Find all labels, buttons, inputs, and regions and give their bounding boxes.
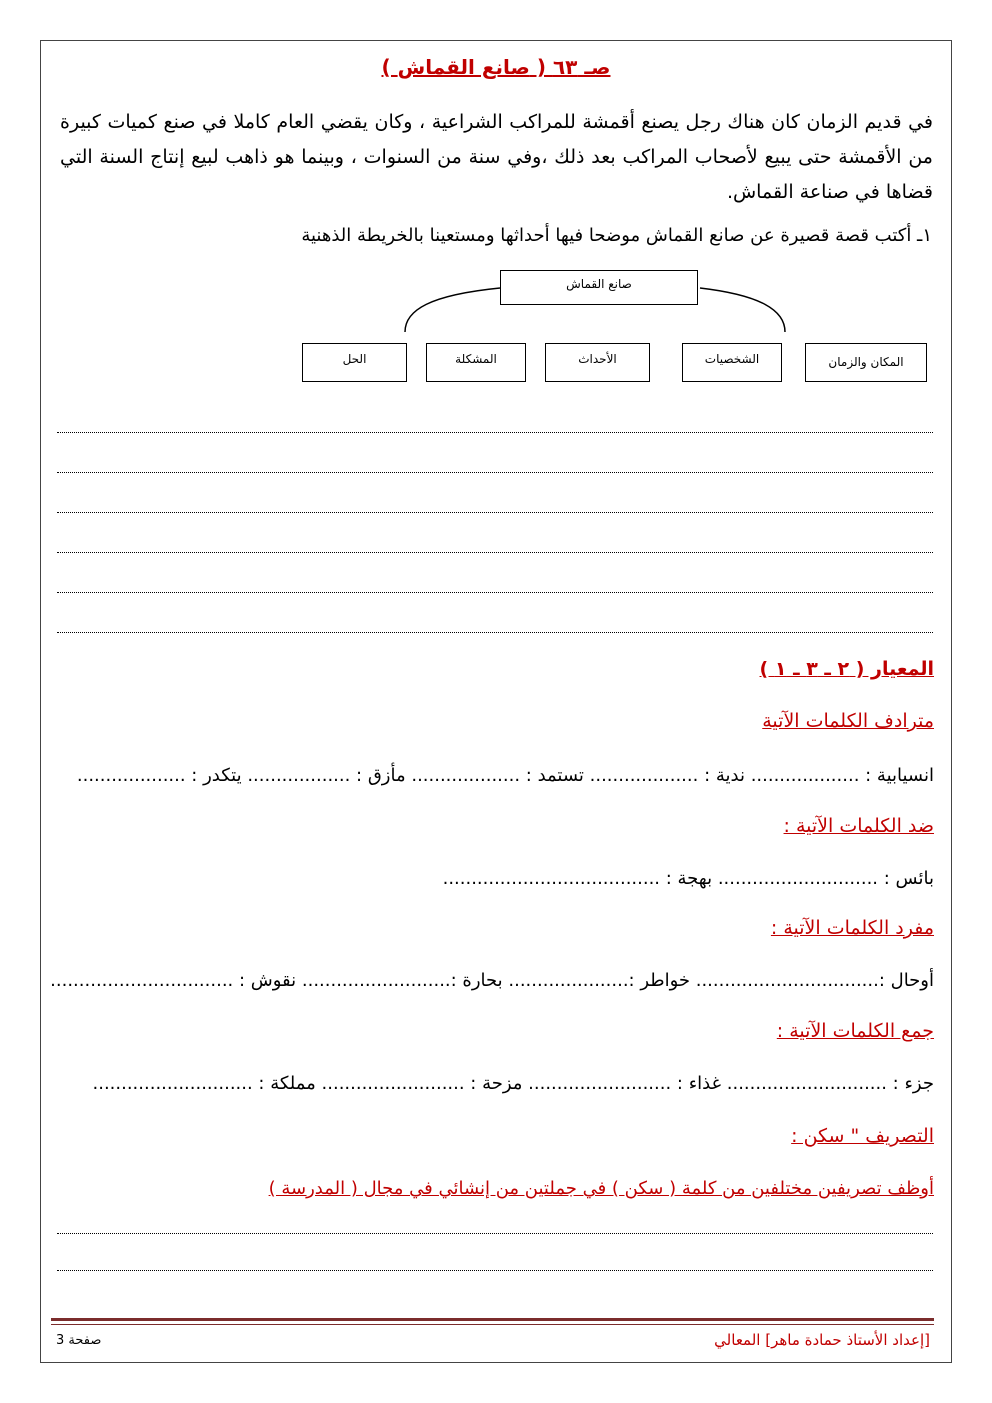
answer-line[interactable] (57, 512, 933, 513)
mind-map (300, 270, 930, 385)
footer-rule-thin (51, 1324, 934, 1325)
lesson-title: ( صانع القماش ) صـ ٦٣ (381, 55, 611, 79)
answer-line[interactable] (57, 552, 933, 553)
box-problem: المشكلة (426, 343, 526, 382)
plurals-row: جزء : ............................ غذاء : ......................... مزحة : ......................... مملكة : ............................ (92, 1073, 934, 1094)
antonyms-row: بائس : ............................ بهجة : ...................................... (442, 868, 934, 889)
antonyms-heading: ضد الكلمات الآتية : (783, 815, 934, 837)
answer-line[interactable] (57, 1233, 933, 1234)
criterion-heading: المعيار ( ٢ ـ ٣ ـ ١ ) (759, 658, 934, 680)
author-credit: [إعداد الأستاذ حمادة ماهر] المعالي (714, 1331, 930, 1349)
footer-rule (51, 1318, 934, 1321)
story-paragraph: في قديم الزمان كان هناك رجل يصنع أقمشة للمراكب الشراعية ، وكان يقضي العام كاملا في صنع كميات كبيرة من الأقمشة حتى يبيع لأصحاب المراكب بعد ذلك ،وفي سنة من السنوات ، وبينما هو ذاهب لبيع إنتاج السنة التي قضاها في صناعة القماش. (60, 111, 933, 203)
mind-map-center: صانع القماش (500, 270, 698, 305)
answer-line[interactable] (57, 592, 933, 593)
page-number: صفحة 3 (56, 1333, 102, 1348)
answer-line[interactable] (57, 432, 933, 433)
plurals-heading: جمع الكلمات الآتية : (776, 1020, 934, 1042)
answer-line[interactable] (57, 632, 933, 633)
answer-line[interactable] (57, 472, 933, 473)
question-1: ١ـ أكتب قصة قصيرة عن صانع القماش موضحا فيها أحداثها ومستعينا بالخريطة الذهنية (301, 225, 932, 246)
box-place-time: المكان والزمان (805, 343, 927, 382)
conjugation-task: أوظف تصريفين مختلفين من كلمة ( سكن ) في جملتين من إنشائي في مجال ( المدرسة ) (268, 1178, 934, 1199)
box-solution: الحل (302, 343, 407, 382)
synonyms-row: انسيابية : ................... ندية : ................... تستمد : ................... مأزق : .................. يتكدر : ................... (76, 765, 934, 786)
conjugation-heading: التصريف " سكن : (791, 1125, 934, 1147)
answer-line[interactable] (57, 1270, 933, 1271)
singulars-heading: مفرد الكلمات الآتية : (770, 917, 934, 939)
singulars-row: أوحال :................................ خواطر :..................... بحارة :.......................... نقوش : ................................ (50, 970, 934, 991)
box-events: الأحداث (545, 343, 650, 382)
box-characters: الشخصيات (682, 343, 782, 382)
synonyms-heading: مترادف الكلمات الآتية (762, 710, 934, 732)
